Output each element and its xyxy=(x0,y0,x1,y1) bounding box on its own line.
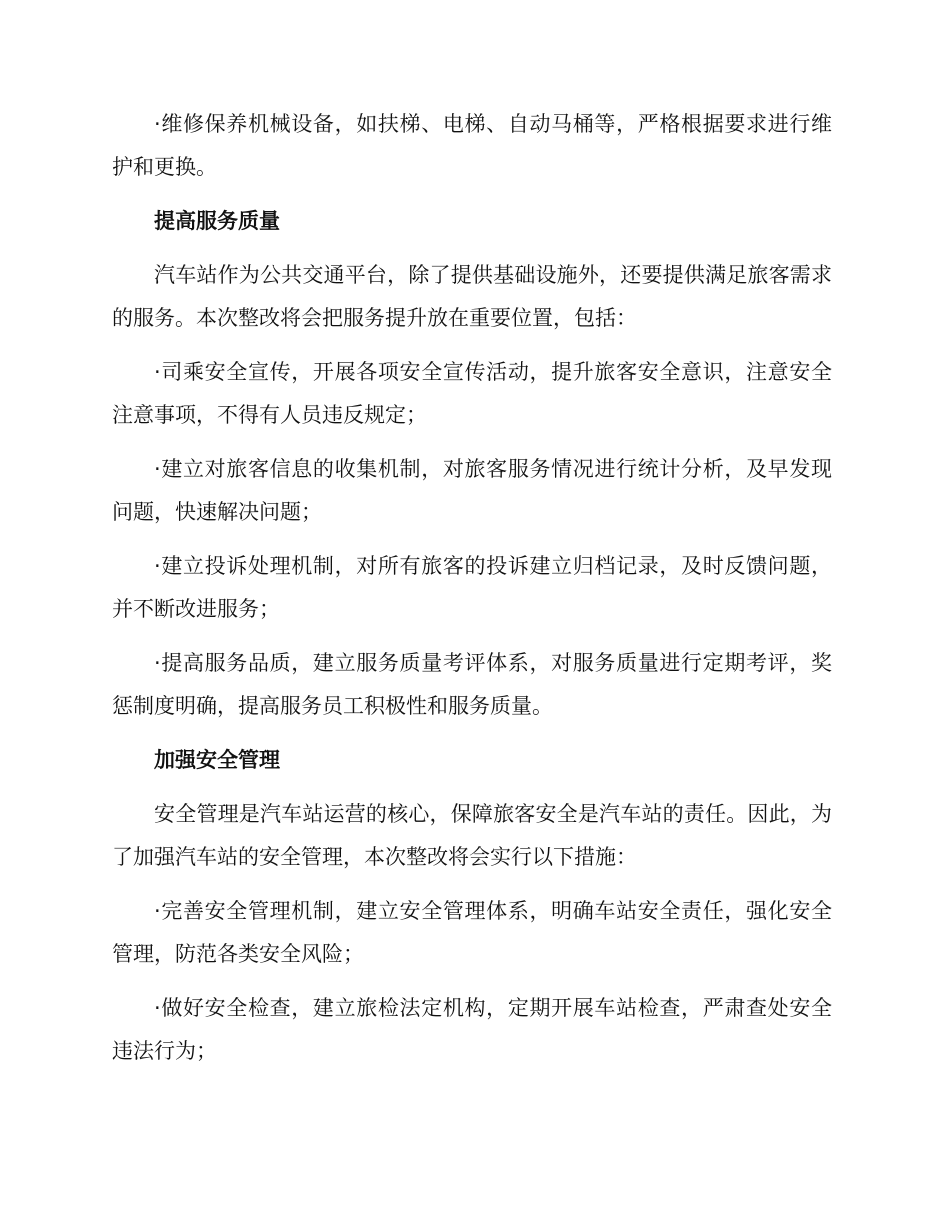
bullet-paragraph-safety-mechanism: ·完善安全管理机制，建立安全管理体系，明确车站安全责任，强化安全管理，防范各类安全风险； xyxy=(112,899,832,966)
paragraph-safety-intro: 安全管理是汽车站运营的核心，保障旅客安全是汽车站的责任。因此，为了加强汽车站的安全管理，本次整改将会实行以下措施： xyxy=(112,802,832,869)
bullet-paragraph-safety-inspection: ·做好安全检查，建立旅检法定机构，定期开展车站检查，严肃查处安全违法行为； xyxy=(112,996,832,1063)
paragraph-service-intro: 汽车站作为公共交通平台，除了提供基础设施外，还要提供满足旅客需求的服务。本次整改将会把服务提升放在重要位置，包括： xyxy=(112,263,832,330)
bullet-paragraph-maintenance: ·维修保养机械设备，如扶梯、电梯、自动马桶等，严格根据要求进行维护和更换。 xyxy=(112,112,832,179)
bullet-paragraph-info-collection: ·建立对旅客信息的收集机制，对旅客服务情况进行统计分析，及早发现问题，快速解决问题； xyxy=(112,457,832,524)
section-heading-service-quality: 提高服务质量 xyxy=(154,209,280,233)
bullet-paragraph-complaint-handling: ·建立投诉处理机制，对所有旅客的投诉建立归档记录，及时反馈问题，并不断改进服务； xyxy=(112,554,832,621)
bullet-paragraph-safety-publicity: ·司乘安全宣传，开展各项安全宣传活动，提升旅客安全意识，注意安全注意事项，不得有人员违反规定； xyxy=(112,360,832,427)
section-heading-safety-management: 加强安全管理 xyxy=(154,748,280,772)
bullet-paragraph-service-quality: ·提高服务品质，建立服务质量考评体系，对服务质量进行定期考评，奖惩制度明确，提高服务员工积极性和服务质量。 xyxy=(112,651,832,718)
document-body xyxy=(112,103,832,1084)
